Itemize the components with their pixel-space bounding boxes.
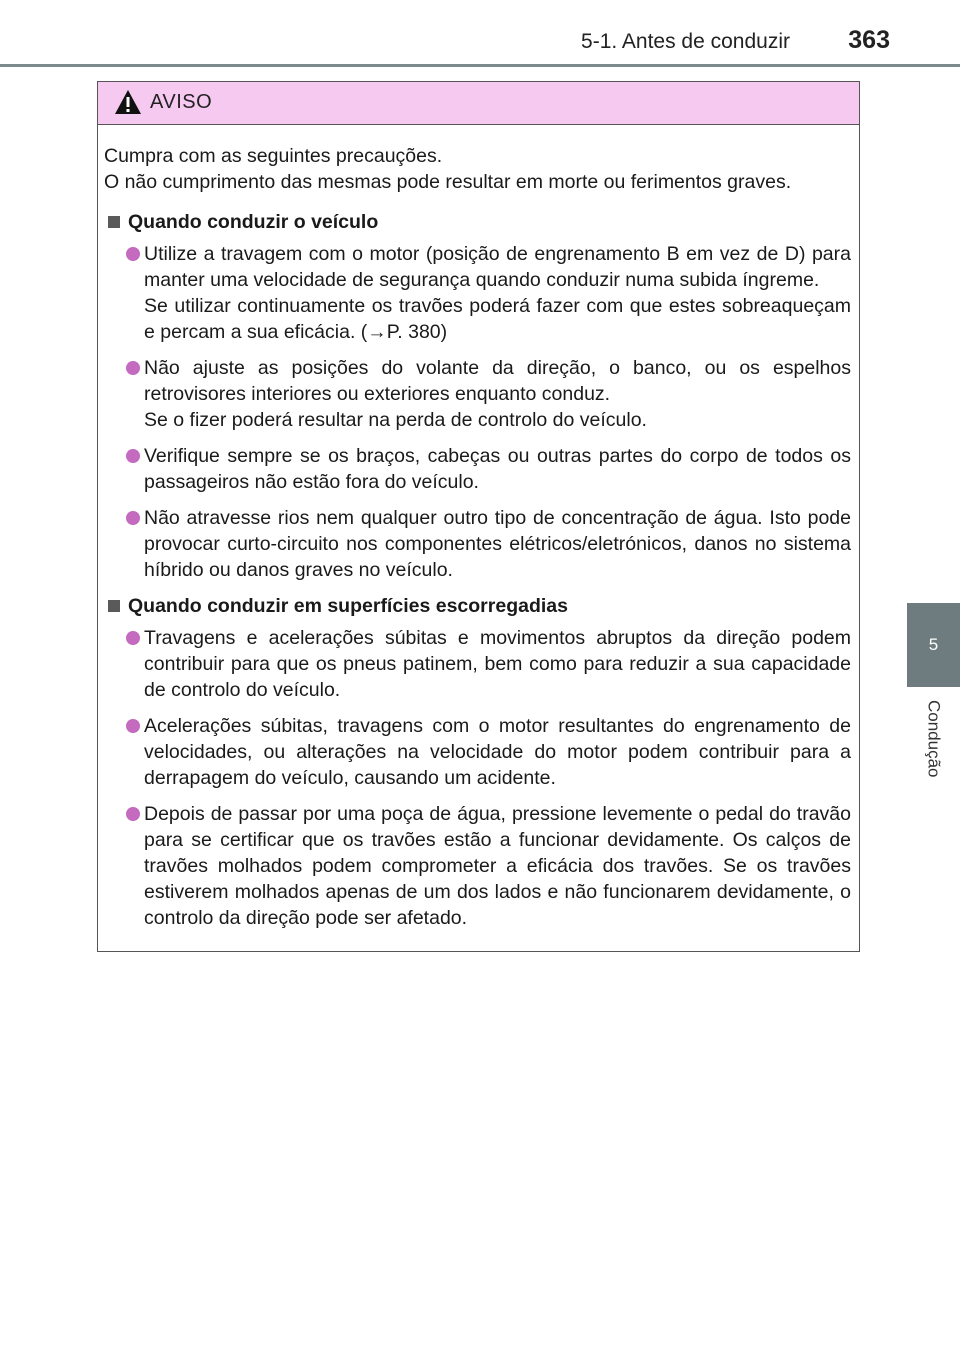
round-bullet-icon bbox=[126, 247, 140, 261]
bullet-item bbox=[104, 713, 851, 791]
square-bullet-icon bbox=[108, 600, 120, 612]
section-heading bbox=[104, 209, 851, 235]
round-bullet-icon bbox=[126, 361, 140, 375]
bullet-text: Não ajuste as posições do volante da direção, o banco, ou os espelhos retrovisores interiores ou exteriores enquanto conduz. bbox=[144, 357, 851, 405]
chapter-label: Condução bbox=[924, 700, 944, 778]
bullet-text: Não atravesse rios nem qualquer outro tipo de concentração de água. Isto pode provocar curto-circuito nos componentes elétricos/eletrónicos, danos no sistema híbrido ou danos graves no veículo. bbox=[144, 507, 851, 581]
round-bullet-icon bbox=[126, 449, 140, 463]
warning-header bbox=[98, 82, 859, 125]
bullet-item bbox=[104, 505, 851, 583]
chapter-number: 5 bbox=[928, 635, 939, 654]
warning-body bbox=[98, 125, 859, 931]
bullet-text: Se o fizer poderá resultar na perda de controlo do veículo. bbox=[144, 409, 647, 431]
round-bullet-icon bbox=[126, 719, 140, 733]
bullet-text: Se utilizar continuamente os travões poderá fazer com que estes sobreaqueçam e percam a sua eficácia. (→P. 380) bbox=[144, 295, 851, 343]
bullet-item bbox=[104, 355, 851, 433]
intro-line: Cumpra com as seguintes precauções. bbox=[104, 145, 443, 167]
bullet-text: Verifique sempre se os braços, cabeças ou outras partes do corpo de todos os passageiros não estão fora do veículo. bbox=[144, 445, 851, 493]
warning-intro bbox=[104, 143, 851, 195]
bullet-item bbox=[104, 241, 851, 345]
page-number: 363 bbox=[848, 26, 890, 54]
intro-line: O não cumprimento das mesmas pode resultar em morte ou ferimentos graves. bbox=[104, 171, 792, 193]
round-bullet-icon bbox=[126, 631, 140, 645]
warning-box bbox=[97, 81, 860, 952]
section-heading bbox=[104, 593, 851, 619]
bullet-text: Depois de passar por uma poça de água, pressione levemente o pedal do travão para se certificar que os travões estão a funcionar devidamente. Os calços de travões molhados podem comprometer a eficácia dos travões. Se os travões estiverem molhados apenas de um dos lados e não funcionarem devidamente, o controlo da direção pode ser afetado. bbox=[144, 803, 851, 929]
bullet-text: Travagens e acelerações súbitas e movimentos abruptos da direção podem contribuir para que os pneus patinem, bem como para reduzir a sua capacidade de controlo do veículo. bbox=[144, 627, 851, 701]
square-bullet-icon bbox=[108, 216, 120, 228]
section-heading-text: Quando conduzir o veículo bbox=[128, 211, 379, 233]
warning-title: AVISO bbox=[150, 91, 213, 113]
section-title: 5-1. Antes de conduzir bbox=[581, 30, 790, 53]
bullet-item bbox=[104, 801, 851, 931]
round-bullet-icon bbox=[126, 807, 140, 821]
chapter-label-container bbox=[907, 700, 960, 800]
round-bullet-icon bbox=[126, 511, 140, 525]
chapter-tab[interactable] bbox=[907, 603, 960, 687]
warning-triangle-icon bbox=[114, 89, 142, 115]
warning-sections bbox=[104, 209, 851, 931]
bullet-item bbox=[104, 625, 851, 703]
header-rule bbox=[0, 64, 960, 67]
bullet-text: Acelerações súbitas, travagens com o motor resultantes do engrenamento de velocidades, ou alterações na velocidade do motor podem contribuir para a derrapagem do veículo, causando um acidente. bbox=[144, 715, 851, 789]
section-heading-text: Quando conduzir em superfícies escorregadias bbox=[128, 595, 568, 617]
bullet-item bbox=[104, 443, 851, 495]
bullet-text: Utilize a travagem com o motor (posição de engrenamento B em vez de D) para manter uma velocidade de segurança quando conduzir numa subida íngreme. bbox=[144, 243, 851, 291]
